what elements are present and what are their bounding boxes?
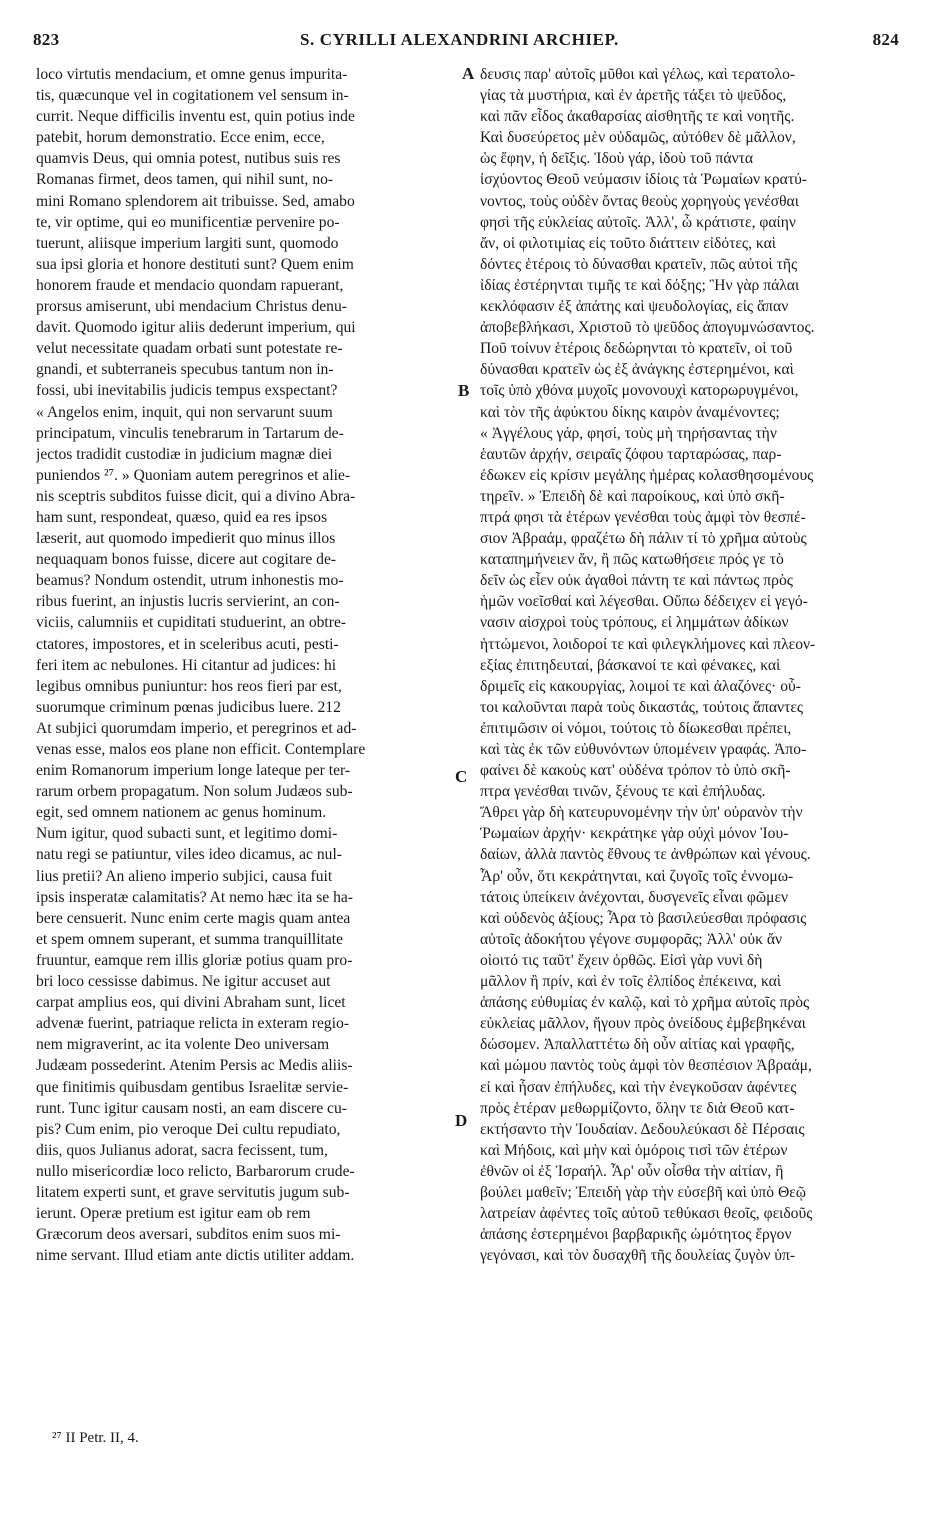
latin-line: egit, sed omnem nationem ac genus hominum. [36,804,327,822]
latin-line: fossi, ubi inevitabilis judicis tempus exspectant? [36,382,338,400]
greek-line: δεῖν ὡς εἶεν οὐκ ἀγαθοὶ πάντη τε καὶ πάντως πρὸς [480,572,793,590]
greek-line: ἰδίας ἐστέρηνται τιμῆς τε καὶ δόξης; Ἣν γὰρ πάλαι [480,276,800,294]
greek-line: καὶ πᾶν εἶδος ἀκαθαρσίας αἰσθητῆς τε καὶ νοητῆς. [480,108,795,126]
latin-line: velut necessitate quadam orbati sunt potestate re- [36,340,343,358]
greek-line: καὶ Μήδοις, καὶ μὴν καὶ ὁμόροις τισὶ τῶν ἑτέρων [480,1141,788,1159]
greek-line: δευσις παρ' αὐτοῖς μῦθοι καὶ γέλως, καὶ τερατολο- [480,66,796,83]
latin-line: honorem fraude et mendacio quondam rapuerant, [36,276,344,294]
latin-line: Romanas firmet, deos tamen, qui nihil sunt, no- [36,171,334,189]
greek-line: σιον Ἀβραάμ, φραζέτω δὴ πάλιν τί τὸ χρῆμα αὐτοὺς [480,530,807,548]
latin-line: « Angelos enim, inquit, qui non servarunt suum [36,403,333,421]
latin-line: prorsus amiserunt, ubi mendacium Christus denu- [36,298,347,316]
latin-line: diis, quos Julianus adorat, sacra fecissent, tum, [36,1141,328,1159]
margin-letter-d: D [455,1111,468,1130]
latin-line: rarum orbem propagatum. Non solum Judæos sub- [36,783,353,801]
latin-line: principatum, vinculis tenebrarum in Tartarum de- [36,424,344,442]
greek-line: μᾶλλον ἢ πρίν, καὶ ἐν τοῖς ἐλπίδος ἐπέκεινα, καὶ [480,973,782,991]
latin-line: nullo misericordiæ loco relicto, Barbarorum crude- [36,1162,355,1180]
greek-line: ὡς ἔφην, ἡ δεῖξις. Ἰδοὺ γάρ, ἰδοὺ τοῦ πάντα [480,150,754,168]
latin-line: At subjici quorumdam imperio, et peregrinos et ad- [36,719,357,737]
latin-line: litatem experti sunt, et grave servitutis jugum sub- [36,1183,350,1201]
greek-line: ἁπάσης ἐστερημένοι βαρβαρικῆς ὠμότητος ἔργον [480,1226,792,1244]
latin-line: currit. Neque difficilis inventu est, quin potius inde [36,108,355,126]
running-header [0,30,927,54]
greek-line: βούλει μαθεῖν; Ἐπειδὴ γὰρ τὴν εὐσεβῆ καὶ ὑπὸ Θεῷ [480,1183,807,1201]
greek-line: Ῥωμαίων ἀρχήν· κεκράτηκε γὰρ οὐχὶ μόνον Ἰου- [480,825,789,843]
latin-line: ipsis insperatæ calamitatis? At nemo hæc ita se ha- [36,888,353,906]
greek-line: τάτοις ὑπείκειν ἀνέχονται, δυσγενεῖς εἶναι φῶμεν [480,888,789,906]
greek-line: Καὶ δυσεύρετος μὲν οὐδαμῶς, αὐτόθεν δὲ μᾶλλον, [480,129,796,147]
greek-line: εκτήσαντο τὴν Ἰουδαίαν. Δεδουλεύκασι δὲ Πέρσαις [480,1120,805,1138]
greek-line: έδωκεν εἰς κρίσιν μεγάλης ἡμέρας κολασθησομένους [480,466,814,484]
greek-line: πρὸς ἑτέραν μεθωρμίζοντο, ὅλην τε διὰ Θεοῦ κατ- [480,1099,795,1117]
greek-line: καὶ τὸν τῆς ἀφύκτου δίκης καιρὸν ἀναμένοντες; [480,403,780,421]
greek-line: αὐτοῖς ἀδοκήτου γέγονε συμφορᾶς; Ἀλλ' οὐκ ἄν [480,930,783,948]
latin-line: venas esse, malos eos plane non efficit. Contemplare [36,741,366,758]
latin-line: sua ipsi gloria et honore destituti sunt? Quem enim [36,255,354,273]
latin-line: advenæ fuerint, patriaque relicta in exteram regio- [36,1015,350,1033]
margin-letter-b: B [458,381,470,400]
latin-line: natu regi se patiuntur, viles ideo dicamus, ac nul- [36,846,342,864]
greek-column [480,64,908,1266]
latin-column [36,64,450,1266]
greek-line: κεκλόφασιν ἐξ ἀπάτης καὶ ψευδολογίας, εἰς ἅπαν [480,298,789,316]
latin-line: tis, quæcunque vel in cogitationem vel sensum in- [36,87,349,105]
greek-line: καὶ οὐδενὸς ἀξίους; Ἆρα τὸ βασιλεύεσθαι πρόφασις [480,909,807,927]
latin-line: davit. Quomodo igitur aliis dederunt imperium, qui [36,319,356,337]
greek-line: ἰσχύοντος Θεοῦ νεύμασιν ἰδίοις τὰ Ῥωμαίων κρατύ- [480,171,807,189]
greek-line: νοντος, τοὺς οὐδὲν ὄντας θεοὺς χορηγοὺς γενέσθαι [480,192,799,210]
greek-line: δόντες ἑτέροις τὸ δύνασθαι κρατεῖν, πῶς αὐτοὶ τῆς [480,255,798,273]
running-title: S. CYRILLI ALEXANDRINI ARCHIEP. [300,30,619,49]
greek-line: ἑαυτῶν ἀρχήν, σειραῖς ζόφου ταρταρώσας, παρ- [480,445,782,463]
greek-line: « Ἀγγέλους γάρ, φησί, τοὺς μὴ τηρήσαντας τὴν [480,424,777,442]
latin-line: fruuntur, eamque rem illis gloriæ potius quam pro- [36,951,353,969]
latin-line: Num igitur, quod subacti sunt, et legitimo domi- [36,825,338,843]
greek-line: δαίων, ἀλλὰ παντὸς ἔθνους τε ἀνθρώπων καὶ γένους. [480,846,811,864]
latin-line: nem migraverint, ac ita volente Deo universam [36,1036,330,1054]
greek-line: ἐπιτιμῶσιν οἱ νόμοι, τούτοις τὸ δίωκεσθαι πρέπει, [480,719,792,737]
latin-line: Judæam possederint. Atenim Persis ac Medis aliis- [36,1057,353,1075]
latin-line: enim Romanorum imperium longe lateque per ter- [36,762,351,780]
latin-line: læserit, aut quomodo impedierit quo minus illos [36,530,336,548]
greek-line: εἰ καὶ ἦσαν ἐπήλυδες, καὶ τὴν ἐνεγκοῦσαν ἀφέντες [480,1078,797,1096]
latin-line: jectos tradidit custodiæ in judicium magnæ diei [36,445,333,463]
greek-line: τοι καλοῦνται παρὰ τοὺς δικαστάς, τούτοις ἅπαντες [480,698,804,716]
greek-line: Ἄθρει γὰρ δὴ κατευρυνομένην τὴν ὑπ' οὐρανὸν τὴν [480,804,803,822]
latin-line: mini Romano splendorem ait tribuisse. Sed, amabo [36,192,355,210]
greek-line: ἐθνῶν οἱ ἐξ Ἰσραήλ. Ἆρ' οὖν οἶσθα τὴν αἰτίαν, ἢ [480,1162,784,1180]
margin-letter-a: A [462,64,475,83]
greek-line: καὶ τὰς ἐκ τῶν εὐθυνόντων ὑπομένειν γραφάς. Ἀπο- [480,741,807,758]
latin-line: nis sceptris subditos fuisse dicit, qui a divino Abra- [36,487,356,505]
greek-line: εὐκλείας μᾶλλον, ἤγουν πρὸς ὀνείδους ἐμβεβηκέναι [480,1015,806,1033]
greek-line: ἄν, οἱ φιλοτιμίας εἰς τοῦτο διάττειν εἰδότες, καὶ [480,234,776,252]
greek-line: ἀποβεβλήκασι, Χριστοῦ τὸ ψεῦδος ἀπογυμνώσαντος. [480,319,815,337]
latin-line: bri loco cessisse dabimus. Ne igitur accuset aut [36,973,331,991]
latin-line: que finitimis quibusdam gentibus Israelitæ servie- [36,1078,349,1096]
greek-line: δριμεῖς εἰς κακουργίας, λοιμοί τε καὶ ἀλαζόνες· οὗ- [480,677,801,695]
latin-line: ierunt. Operæ pretium est igitur eam ob rem [36,1205,311,1223]
greek-line: λατρείαν ἀφέντες τοῖς αὐτοῦ τεθύκασι θεοῖς, φειδοῦς [480,1205,813,1223]
page-number-left: 823 [33,30,60,49]
latin-line: lius pretii? An alieno imperio subjici, causa fuit [36,867,333,885]
latin-line: carpat amplius eos, qui divini Abraham sunt, licet [36,994,346,1012]
latin-line: patebit, horum demonstratio. Ecce enim, ecce, [36,129,325,147]
latin-line: tuerunt, aliisque imperium largiti sunt, quomodo [36,234,339,252]
latin-line: viciis, calumniis et cupiditati studuerint, an obtre- [36,614,347,632]
latin-line: loco virtutis mendacium, et omne genus impurita- [36,66,348,83]
latin-line: gnandi, et subterraneis specubus tantum non in- [36,361,334,379]
greek-line: πτρά φησι τὰ ἑτέρων γενέσθαι τοὺς ἀμφὶ τὸν θεσπέ- [480,508,806,526]
greek-line: καὶ μώμου παντὸς τοὺς ἀμφὶ τὸν θεσπέσιον Ἀβραάμ, [480,1057,812,1075]
greek-line: Ἆρ' οὖν, ὅτι κεκράτηνται, καὶ ζυγοῖς τοῖς ἐννομω- [480,867,794,885]
latin-line: Græcorum deos aversari, subditos enim suos mi- [36,1226,341,1244]
latin-line: bere censuerit. Nunc enim certe magis quam antea [36,909,351,927]
latin-line: runt. Tunc igitur causam nosti, an eam discere cu- [36,1099,347,1117]
greek-line: νασιν αἰσχροὶ τοὺς τρόπους, εἰ λημμάτων ἀδίκων [480,614,789,632]
latin-line: suorumque criminum pœnas judicibus luere. 212 [36,698,341,716]
latin-line: puniendos ²⁷. » Quoniam autem peregrinos et alie- [36,466,351,484]
greek-line: ἡττώμενοι, λοιδοροί τε καὶ φιλεγκλήμονες καὶ πλεον- [480,635,816,653]
greek-line: ἁπάσης εὐθυμίας ἐν καλῷ, καὶ τὸ χρῆμα αὐτοῖς πρὸς [480,994,810,1012]
greek-line: δύνασθαι κρατεῖν ὡς ἐξ ἀνάγκης ἐστερημένοι, καὶ [480,361,794,379]
latin-line: nequaquam bonos fuisse, dicere aut cogitare de- [36,551,337,569]
latin-line: legibus omnibus puniuntur: hos reos fieri par est, [36,677,342,695]
latin-line: ham sunt, respondeat, quæso, quid ea res ipsos [36,508,328,526]
latin-line: pis? Cum enim, pio veroque Dei cultu repudiato, [36,1120,341,1138]
greek-line: πτρα γενέσθαι τινῶν, ξένους τε καὶ ἐπήλυδας. [480,783,766,801]
greek-line: οἰοιτό τις ταῦτ' ἔχειν ὀρθῶς. Εἰσὶ γὰρ νυνὶ δὴ [480,951,763,969]
page-number-right: 824 [872,30,899,49]
greek-line: δώσομεν. Ἀπαλλαττέτω δὴ οὖν αἰτίας καὶ γραφῆς, [480,1036,795,1054]
latin-line: te, vir optime, qui eo munificentiæ pervenire po- [36,213,340,231]
greek-line: τηρεῖν. » Ἐπειδὴ δὲ καὶ παροίκους, καὶ ὑπὸ σκῆ- [480,487,785,505]
greek-line: εξίας ἐπιτηδευταί, βάσκανοί τε καὶ φένακες, καὶ [480,656,781,674]
greek-line: φαίνει δὲ κακοὺς κατ' οὐδένα τρόπον τὸ ὑπὸ σκῆ- [480,762,791,780]
greek-line: γεγόνασι, καὶ τὸν δυσαχθῆ τῆς δουλείας ζυγὸν ὑπ- [480,1247,796,1265]
latin-line: et spem omnem superant, et summa tranquillitate [36,930,344,948]
greek-line: τοῖς ὑπὸ χθόνα μυχοῖς μονονουχὶ κατορωρυγμένοι, [480,382,799,400]
latin-line: ctatores, impostores, et in sceleribus acuti, pesti- [36,635,339,653]
latin-line: feri item ac nebulones. Hi citantur ad judices: hi [36,656,337,674]
latin-line: beamus? Nondum ostendit, utrum inhonestis mo- [36,572,344,590]
latin-line: nime servant. Illud etiam ante dictis utiliter addam. [36,1247,355,1265]
greek-line: γίας τὰ μυστήρια, καὶ ἐν ἀρετῆς τάξει τὸ ψεῦδος, [480,87,787,105]
greek-line: ἡμῶν νοεῖσθαί καὶ λέγεσθαι. Οὔπω δέδειχεν εἰ γεγό- [480,593,808,611]
greek-line: Ποῦ τοίνυν ἑτέροις δεδώρηνται τὸ κρατεῖν, οἱ τοῦ [480,340,793,358]
greek-line: καταπημήνειεν ἄν, ἢ πῶς κατωθήσειε πρός γε τὸ [480,551,784,569]
greek-line: φησὶ τῆς εὐκλείας αὐτοῖς. Ἀλλ', ὦ κράτιστε, φαίην [480,213,796,231]
footnote: ²⁷ II Petr. II, 4. [52,1430,139,1446]
latin-line: ribus fuerint, an injustis lucris servierint, an con- [36,593,340,611]
margin-letter-c: C [455,767,468,786]
latin-line: quamvis Deus, qui omnia potest, nutibus suis res [36,150,341,168]
